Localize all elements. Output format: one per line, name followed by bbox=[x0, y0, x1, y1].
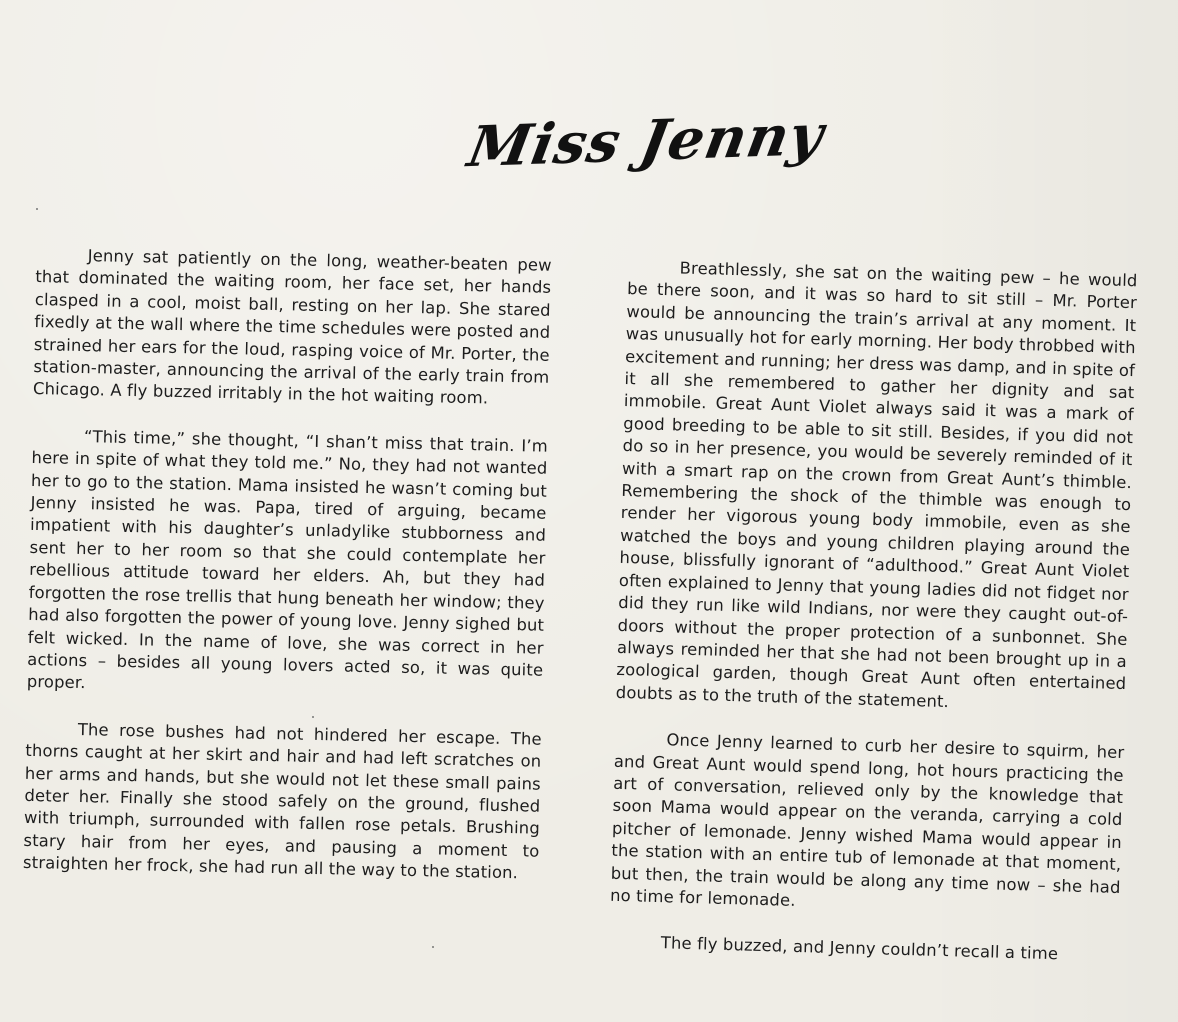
paragraph: “This time,” she thought, “I shan’t miss that train. I’m here in spite of what they told me.” No, they had not wanted her to go to the station. Mama insisted he wasn’t coming but Jenny insisted he was. Papa, tired of arguing, became impatient with his daughter’s unladylike stubborness and sent her to her room so that she could contemplate her rebellious attitude toward her elders. Ah, but they had forgotten the rose trellis that hung beneath her window; they had also forgotten the power of young love. Jenny sighed but felt wicked. In the name of love, she was correct in her actions – besides all young lovers acted so, it was quite proper. bbox=[26, 426, 549, 693]
right-text-column bbox=[609, 256, 1138, 968]
paper-speck bbox=[432, 946, 434, 948]
story-title: Miss Jenny bbox=[463, 101, 830, 181]
paper-speck bbox=[312, 716, 314, 718]
paragraph: The rose bushes had not hindered her escape. The thorns caught at her skirt and hair and had left scratches on her arms and hands, but she would not let these small pains deter her. Finally she stood safely on the ground, flushed with triumph, surrounded with fallen rose petals. Brushing stary hair from her eyes, and pausing a moment to straighten her frock, she had run all the way to the station. bbox=[22, 719, 542, 883]
paragraph: Once Jenny learned to curb her desire to squirm, her and Great Aunt would spend long, hot hours practicing the art of conversation, relieved only by the knowledge that soon Mama would appear on the veranda, carrying a cold pitcher of lemonade. Jenny wished Mama would appear in the station with an entire tub of lemonade at that moment, but then, the train would be along any time now – she had no time for lemonade. bbox=[609, 730, 1125, 910]
paragraph: The fly buzzed, and Jenny couldn’t recall a time bbox=[660, 933, 1059, 964]
paragraph: Jenny sat patiently on the long, weather-beaten pew that dominated the waiting room, her face set, her hands clasped in a cool, moist ball, resting on her lap. She stared fixedly at the wall where the time schedules were posted and strained her ears for the loud, rasping voice of Mr. Porter, the station-master, announcing the arrival of the early train from Chicago. A fly buzzed irritably in the hot waiting room. bbox=[32, 246, 552, 408]
left-text-column bbox=[23, 244, 552, 885]
paper-speck bbox=[36, 208, 38, 210]
paragraph: Breathlessly, she sat on the waiting pew – he would be there soon, and it was so hard to sit still – Mr. Porter would be announcing the train’s arrival at any moment. It was unusually hot for early morning. Her body throbbed with excitement and running; her dress was damp, and in spite of it all she remembered to gather her dignity and sat immobile. Great Aunt Violet always said it was a mark of good breeding to be able to sit still. Besides, if you did not do so in her presence, you would be severely reminded of it with a smart rap on the crown from Great Aunt’s thimble. Remembering the shock of the thimble was enough to render her vigorous young body immobile, even as she watched the boys and young children playing around the house, blissfully ignorant of “adulthood.” Great Aunt Violet often explained to Jenny that young ladies did not fidget nor did they run like wild Indians, nor were they caught out-of-doors without the proper protection of a sunbonnet. She always reminded her that she had not been brought up in a zoological garden, though Great Aunt often entertained doubts as to the truth of the statement. bbox=[615, 258, 1138, 711]
